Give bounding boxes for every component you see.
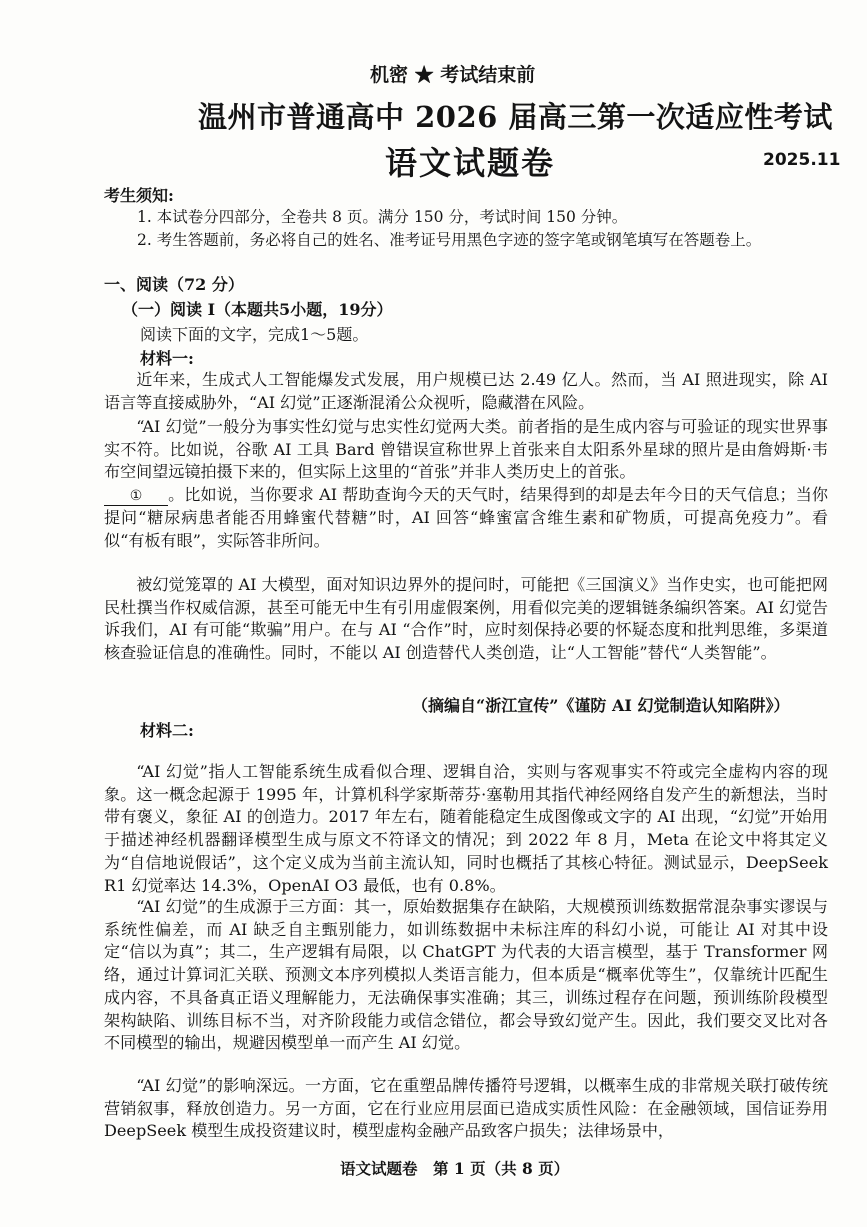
- paper-title: 语文试题卷: [385, 144, 556, 182]
- confidential-label: 机密 ★ 考试结束前: [370, 64, 536, 86]
- material-1-source: （摘编自“浙江宣传”《谨防 AI 幻觉制造认知陷阱》）: [412, 696, 790, 715]
- section-subtitle: （一）阅读 I（本题共5小题，19分）: [122, 300, 393, 319]
- material-1-paragraph-3: 被幻觉笼罩的 AI 大模型，面对知识边界外的提问时，可能把《三国演义》当作史实，也可能把网民杜撰当作权威信源，甚至可能无中生有引用虚假案例，用看似完美的逻辑链条编织答案。AI 幻觉告诉我们，AI 有可能“欺骗”用户。在与 AI “合作”时，应时刻保持必要的怀疑态度和批判思维，多渠道核查验证信息的准确性。同时，不能以 AI 创造替代人类创造，让“人工智能”替代“人类智能”。: [104, 575, 828, 663]
- notice-item-2: 2. 考生答题前，务必将自己的姓名、准考证号用黑色字迹的签字笔或钢笔填写在答题卷上。: [137, 231, 762, 249]
- material-2-heading: 材料二:: [140, 721, 194, 740]
- material-1-heading: 材料一:: [140, 349, 194, 368]
- exam-date: 2025.11: [763, 150, 841, 170]
- material-2-paragraph-2: “AI 幻觉”的生成源于三方面：其一，原始数据集存在缺陷，大规模预训练数据常混杂事实谬误与系统性偏差，而 AI 缺乏自主甄别能力，如训练数据中未标注库的科幻小说，可能让 AI 对其中设定“信以为真”；其二，生产逻辑有局限，以 ChatGPT 为代表的大语言模型，基于 Transformer 网络，通过计算词汇关联、预测文本序列模拟人类语言能力，但本质是“概率优等生”，仅靠统计匹配生成内容，不具备真正语义理解能力，无法确保事实准确；其三，训练过程存在问题，预训练阶段模型架构缺陷、训练目标不当，对齐阶段能力或信念错位，都会导致幻觉产生。因此，我们要交叉比对各不同模型的输出，规避因模型单一而产生 AI 幻觉。: [104, 897, 828, 1053]
- material-2-paragraph-3: “AI 幻觉”的影响深远。一方面，它在重塑品牌传播符号逻辑，以概率生成的非常规关联打破传统营销叙事，释放创造力。另一方面，它在行业应用层面已造成实质性风险：在金融领域，国信证券用 DeepSeek 模型生成投资建议时，模型虚构金融产品致客户损失；法律场景中，: [104, 1076, 828, 1141]
- blank-1: ①: [104, 488, 168, 506]
- material-1-paragraph-2-continued: 。比如说，当你要求 AI 帮助查询今天的天气时，结果得到的却是去年今日的天气信息；当你提问“糖尿病患者能否用蜂蜜代替糖”时，AI 回答“蜂蜜富含维生素和矿物质，可提高免疫力”。看似“有板有眼”，实际答非所问。: [104, 485, 828, 550]
- page-footer: 语文试题卷 第 1 页（共 8 页）: [340, 1159, 570, 1178]
- section-instruction: 阅读下面的文字，完成1～5题。: [140, 325, 369, 344]
- material-1-paragraph-1: 近年来，生成式人工智能爆发式发展，用户规模已达 2.49 亿人。然而，当 AI 照进现实，除 AI 语言等直接威胁外，“AI 幻觉”正逐渐混淆公众视听，隐藏潜在风险。: [104, 370, 828, 412]
- section-title: 一、阅读（72 分）: [104, 275, 244, 294]
- exam-title: 温州市普通高中 2026 届高三第一次适应性考试: [198, 100, 833, 134]
- notice-item-1: 1. 本试卷分四部分，全卷共 8 页。满分 150 分，考试时间 150 分钟。: [137, 208, 628, 226]
- material-1-paragraph-2: [104, 416, 828, 552]
- material-1-paragraph-2-text: “AI 幻觉”一般分为事实性幻觉与忠实性幻觉两大类。前者指的是生成内容与可验证的现实世界事实不符。比如说，谷歌 AI 工具 Bard 曾错误宣称世界上首张来自太阳系外星球的照片是由詹姆斯·韦布空间望远镜拍摄下来的，但实际上这里的“首张”并非人类历史上的首张。: [104, 417, 828, 482]
- material-2-paragraph-1: “AI 幻觉”指人工智能系统生成看似合理、逻辑自洽，实则与客观事实不符或完全虚构内容的现象。这一概念起源于 1995 年，计算机科学家斯蒂芬·塞勒用其指代神经网络自发产生的新想法，当时带有褒义，象征 AI 的创造力。2017 年左右，随着能稳定生成图像或文字的 AI 出现，“幻觉”开始用于描述神经机器翻译模型生成与原文不符译文的情况；到 2022 年 8 月，Meta 在论文中将其定义为“自信地说假话”，这个定义成为当前主流认知，同时也概括了其核心特征。测试显示，DeepSeek R1 幻觉率达 14.3%，OpenAI O3 最低，也有 0.8%。: [104, 762, 828, 895]
- notice-heading: 考生须知:: [104, 186, 174, 205]
